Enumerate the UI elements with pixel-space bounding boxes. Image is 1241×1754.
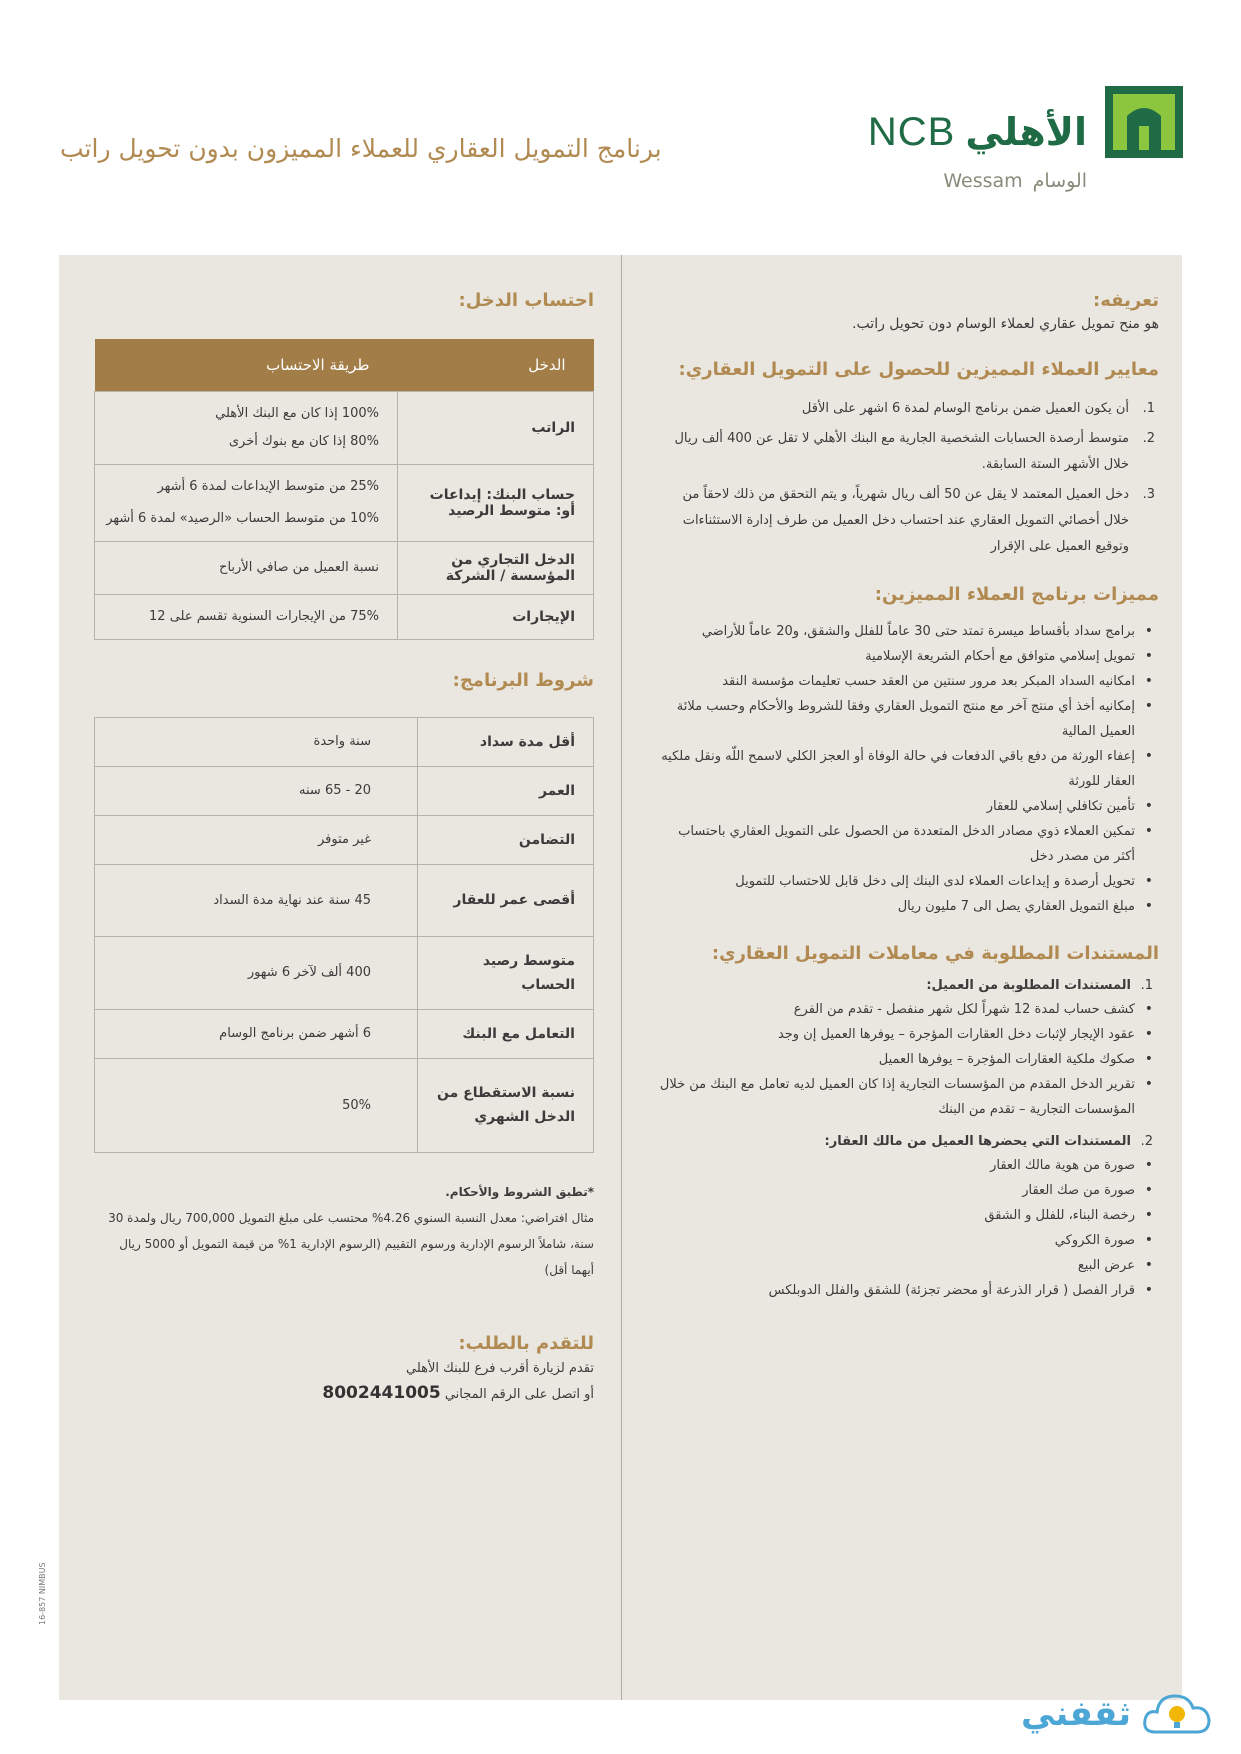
method-line: 80% إذا كان مع بنوك أخرى (228, 433, 379, 449)
list-item: • صورة من صك العقار (659, 1178, 1135, 1203)
income-heading: احتساب الدخل: (458, 290, 594, 311)
list-item: • إمكانيه أخذ أي منتج آخر مع منتج التمويل العقاري وفقا للشروط والأحكام وحسب ملائة العميل المالية (659, 694, 1135, 744)
item-text: متوسط أرصدة الحسابات الشخصية الجارية مع البنك الأهلي لا تقل عن 400 ألف ريال خلال الأشهر الستة السابقة. (674, 431, 1129, 472)
brand-name (868, 110, 1087, 155)
list-item (659, 396, 1155, 422)
group-title-text: المستندات التي يحضرها العميل من مالك العقار: (824, 1134, 1131, 1149)
condition-value: 50% (95, 1058, 418, 1152)
features-section (659, 584, 1159, 919)
list-item: • رخصة البناء، للفلل و الشقق (659, 1203, 1135, 1228)
list-item: • تحويل أرصدة و إيداعات العملاء لدى البنك إلى دخل قابل للاحتساب للتمويل (659, 869, 1135, 894)
income-column-header: الدخل (398, 339, 594, 391)
method-column-header: طريقة الاحتساب (95, 339, 398, 391)
condition-name: أقصى عمر للعقار (418, 864, 594, 936)
item-number: 1. (1142, 401, 1155, 416)
income-method (95, 594, 398, 639)
method-line: 75% من الإيجارات السنوية تقسم على 12 (149, 608, 379, 624)
list-item: • صورة من هوية مالك العقار (659, 1153, 1135, 1178)
condition-name: التعامل مع البنك (418, 1009, 594, 1058)
sub-arabic: الوسام (1032, 170, 1087, 192)
sub-latin: Wessam (943, 170, 1023, 192)
item-number: 2. (1142, 431, 1155, 446)
documents-group-title (659, 978, 1153, 993)
features-list (659, 619, 1159, 919)
income-type: حساب البنك: إيداعات أو: متوسط الرصيد (398, 464, 594, 541)
list-item: • برامج سداد بأقساط ميسرة تمتد حتى 30 عاماً للفلل والشقق، و20 عاماً للأراضي (659, 619, 1135, 644)
watermark-text: ثقفني (1021, 1694, 1131, 1734)
list-item: • صكوك ملكية العقارات المؤجرة – يوفرها العميل (659, 1047, 1135, 1072)
condition-value: 45 سنة عند نهاية مدة السداد (95, 864, 418, 936)
income-method (95, 391, 398, 464)
apply-section (94, 1333, 594, 1407)
apply-line-2 (94, 1381, 594, 1407)
condition-name: العمر (418, 766, 594, 815)
list-item: • مبلغ التمويل العقاري يصل الى 7 مليون ريال (659, 894, 1135, 919)
group-number: 2. (1140, 1134, 1153, 1149)
client-documents-list (659, 997, 1159, 1122)
apply-line-1: تقدم لزيارة أقرب فرع للبنك الأهلي (406, 1360, 594, 1376)
page-title: برنامج التمويل العقاري للعملاء المميزون بدون تحويل راتب (60, 134, 662, 163)
terms-example: مثال افتراضي: معدل النسبة السنوي 4.26% محتسب على مبلغ التمويل 700,000 ريال ولمدة 30 سنة، شاملاً الرسوم الإدارية ورسوم التقييم (الرسوم الإدارية 1% من قيمة التمويل أو 5000 ريال أيهما أقل) (108, 1210, 594, 1277)
method-line: 100% إذا كان مع البنك الأهلي (215, 405, 379, 421)
table-row (95, 464, 594, 541)
lightbulb-cloud-icon (1141, 1684, 1213, 1744)
bank-logo (843, 82, 1183, 202)
table-row (95, 717, 594, 766)
list-item: • تمكين العملاء ذوي مصادر الدخل المتعددة من الحصول على التمويل العقاري باحتساب أكثر من مصدر دخل (659, 819, 1135, 869)
income-table (94, 339, 594, 640)
toll-free-phone[interactable]: 8002441005 (322, 1382, 441, 1403)
conditions-heading: شروط البرنامج: (452, 669, 594, 691)
list-item: • تأمين تكافلي إسلامي للعقار (659, 794, 1135, 819)
condition-value: 400 ألف لآخر 6 شهور (95, 936, 418, 1009)
condition-name: أقل مدة سداد (418, 717, 594, 766)
documents-section (659, 943, 1159, 1303)
table-row (95, 594, 594, 639)
list-item: • قرار الفصل ( قرار الذرعة أو محضر تجزئة) للشقق والفلل الدوبلكس (659, 1278, 1135, 1303)
condition-value: غير متوفر (95, 815, 418, 864)
income-type: الإيجارات (398, 594, 594, 639)
condition-value: سنة واحدة (95, 717, 418, 766)
table-header-row (95, 339, 594, 391)
criteria-section (659, 359, 1159, 560)
list-item: • امكانيه السداد المبكر بعد مرور سنتين من العقد حسب تعليمات مؤسسة النقد (659, 669, 1135, 694)
documents-group-title (659, 1134, 1153, 1149)
list-item: • عرض البيع (659, 1253, 1135, 1278)
features-heading: مميزات برنامج العملاء المميزين: (874, 584, 1159, 605)
table-row (95, 1009, 594, 1058)
criteria-heading: معايير العملاء المميزين للحصول على التمويل العقاري: (678, 359, 1159, 380)
column-divider (621, 255, 622, 1700)
brand-arabic: الأهلي (965, 110, 1087, 154)
brand-latin: NCB (867, 110, 956, 154)
definition-text: هو منح تمويل عقاري لعملاء الوسام دون تحويل راتب. (852, 316, 1159, 332)
method-line: 10% من متوسط الحساب «الرصيد» لمدة 6 أشهر (106, 510, 379, 526)
apply-line-2-text: أو اتصل على الرقم المجاني (444, 1386, 594, 1402)
criteria-list (659, 396, 1159, 560)
condition-name: متوسط رصيد الحساب (418, 936, 594, 1009)
method-line: 25% من متوسط الإيداعات لمدة 6 أشهر (157, 478, 379, 494)
table-row (95, 541, 594, 594)
documents-heading: المستندات المطلوبة في معاملات التمويل العقاري: (711, 943, 1159, 964)
table-row (95, 391, 594, 464)
method-line: نسبة العميل من صافي الأرباح (219, 559, 379, 575)
list-item: • تمويل إسلامي متوافق مع أحكام الشريعة الإسلامية (659, 644, 1135, 669)
brand-subtitle (943, 170, 1087, 192)
left-column (94, 290, 594, 1407)
right-column (659, 290, 1159, 1327)
apply-heading: للتقدم بالطلب: (458, 1332, 594, 1354)
definition-section (659, 290, 1159, 335)
conditions-table (94, 717, 594, 1153)
condition-value: 20 - 65 سنه (95, 766, 418, 815)
definition-heading: تعريفه: (1093, 290, 1159, 311)
watermark (999, 1684, 1219, 1748)
owner-documents-list (659, 1153, 1159, 1303)
item-number: 3. (1142, 487, 1155, 502)
condition-name: التضامن (418, 815, 594, 864)
ncb-arch-logo-icon (1105, 86, 1183, 158)
list-item: • صورة الكروكي (659, 1228, 1135, 1253)
list-item: • كشف حساب لمدة 12 شهراً لكل شهر منفصل - تقدم من الفرع (659, 997, 1135, 1022)
list-item: • إعفاء الورثة من دفع باقي الدفعات في حالة الوفاة أو العجز الكلي لاسمح اللّه ونقل ملكيه العقار للورثة (659, 744, 1135, 794)
condition-name: نسبة الاستقطاع من الدخل الشهري (418, 1058, 594, 1152)
income-method (95, 541, 398, 594)
item-text: أن يكون العميل ضمن برنامج الوسام لمدة 6 اشهر على الأقل (801, 401, 1129, 416)
income-type: الدخل التجاري من المؤسسة / الشركة (398, 541, 594, 594)
table-row (95, 1058, 594, 1152)
list-item: • تقرير الدخل المقدم من المؤسسات التجارية إذا كان العميل لديه تعامل مع البنك من خلال المؤسسات التجارية – تقدم من البنك (659, 1072, 1135, 1122)
table-row (95, 766, 594, 815)
list-item (659, 482, 1155, 560)
income-type: الراتب (398, 391, 594, 464)
terms-note (94, 1179, 594, 1283)
item-text: دخل العميل المعتمد لا يقل عن 50 ألف ريال شهرياً، و يتم التحقق من ذلك لاحقاً من خلال أخصائي التمويل العقاري عند احتساب دخل العميل من طرف إدارة الاستثناءات وتوقيع العميل على الإقرار (682, 487, 1129, 554)
print-code: 16-857 NIMBUS (38, 1562, 47, 1625)
list-item (659, 426, 1155, 478)
group-number: 1. (1140, 978, 1153, 993)
table-row (95, 936, 594, 1009)
group-title-text: المستندات المطلوبة من العميل: (926, 978, 1131, 993)
table-row (95, 815, 594, 864)
terms-note-title: *تطبق الشروط والأحكام. (445, 1184, 594, 1199)
income-method (95, 464, 398, 541)
list-item: • عقود الإيجار لإثبات دخل العقارات المؤجرة – يوفرها العميل إن وجد (659, 1022, 1135, 1047)
condition-value: 6 أشهر ضمن برنامج الوسام (95, 1009, 418, 1058)
table-row (95, 864, 594, 936)
